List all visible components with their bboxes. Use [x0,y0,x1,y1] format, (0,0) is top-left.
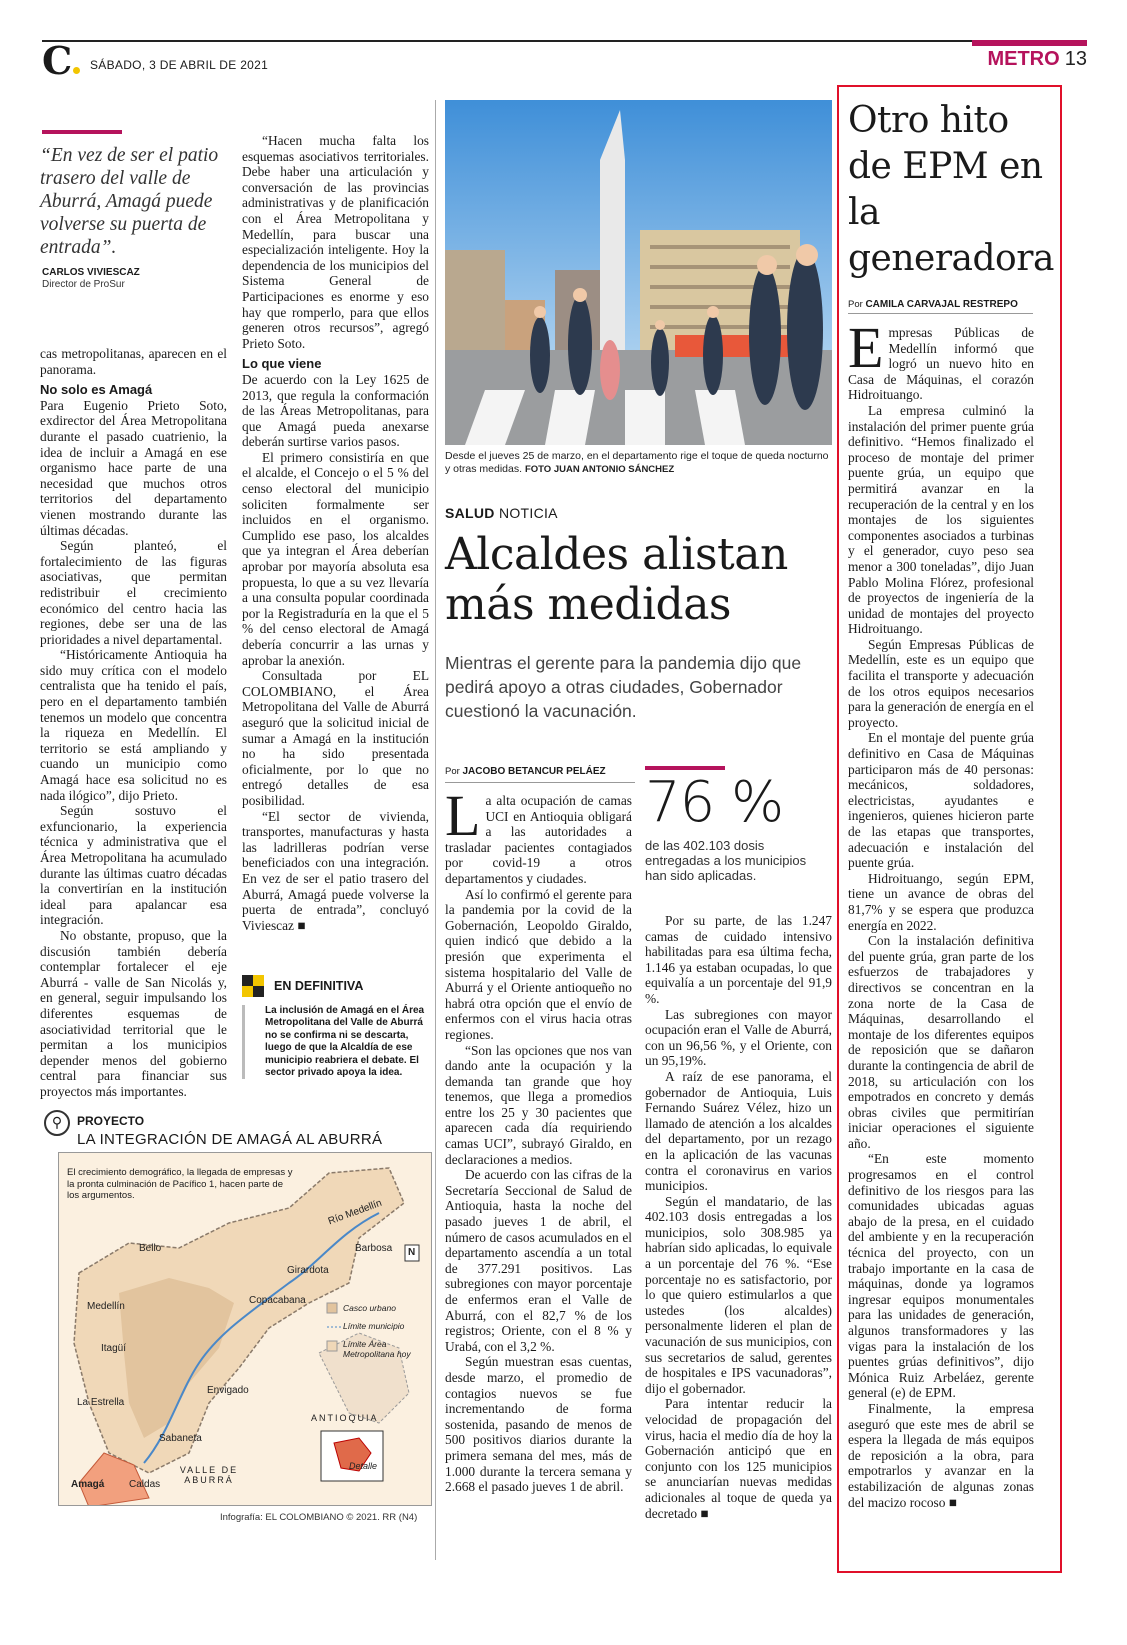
paragraph: De acuerdo con las cifras de la Secretaría Seccional de Salud de Antioquia, hasta la noche del pasado jueves 1 de abril, el número de casos acumulados en el departamento ascendía a un total de 377.291 positivos. Las subregiones con mayor porcentaje de enfermos eran el Valle de Aburrá, con el 82,7 % de los registros; Oriente, con el 8 % y Urabá, con el 3,2 %. [445,1167,632,1354]
paragraph: “Hacen mucha falta los esquemas asociativos territoriales. Debe haber una articulación y conversación de las provincias administrativas y de planificación con el Área Metropolitana y Medellín, para buscar una especialización inteligente. Hoy la dependencia de los municipios del Sistema General de Participaciones es enorme y eso hay que romperlo, para que ellos generen otros recursos”, agregó Prieto Soto. [242,133,429,351]
article-column-1 [40,346,227,1100]
paragraph: En el montaje del puente grúa definitivo en Casa de Máquinas participaron más de 40 personas: mecánicos, soldadores, electricistas, ayudantes e ingenieros, quienes hicieron parte de las etapas que transportes, adecuación e instalación del puente grúa. [848,730,1034,871]
legend-limite-area: Límite Área Metropolitana hoy [343,1339,411,1359]
map-description: El crecimiento demográfico, la llegada de empresas y la pronta culminación de Pacífico 1, hacen parte de los argumentos. [67,1167,293,1201]
summary-title: EN DEFINITIVA [274,979,364,993]
article-kicker [445,505,558,521]
issue-date: SÁBADO, 3 DE ABRIL DE 2021 [90,58,269,72]
paragraph: De acuerdo con la Ley 1625 de 2013, que regula la conformación de las Áreas Metropolitanas, para que Amagá pueda anexarse deberán surtirse varios pasos. [242,371,429,450]
map-label-laestrella: La Estrella [77,1397,125,1408]
main-column-1 [445,783,632,1495]
logo-dot-icon [73,67,80,74]
map-label-caldas: Caldas [129,1479,161,1490]
paragraph: Según muestran esas cuentas, desde marzo, el promedio de contagios nuevos se fue incrementando de forma sostenida, pasando de menos de 500 positivos diarios durante la primera semana del mes, más de 1.000 durante la tercera semana y 2.668 el pasado jueves 1 de abril. [445,1354,632,1495]
checker-icon [242,975,264,997]
stat-number: 76 % [645,770,784,835]
paragraph: El primero consistiría en que el alcalde, el Concejo o el 5 % del censo electoral del municipio soliciten formalmente ser incluidos en el organismo. Cumplido ese paso, los alcaldes que ya integran el Área deberían aprobar por mayoría absoluta esa propuesta, lo que a su vez llevaría a una consulta popular coordinada por la Registraduría en la que el 5 % del censo electoral de Amagá debería concurrir a las urnas y aprobar la anexión. [242,449,429,668]
newspaper-logo: C [42,42,80,80]
paragraph: Según sostuvo el exfuncionario, la experiencia técnica y administrativa que el Área Metropolitana ha acumulado durante las últimas cuatro décadas la convertirían en la institución ideal para apalancar esa integración. [40,803,227,928]
main-column-2 [645,913,832,1521]
infographic [40,1108,432,1528]
byline-prefix: Por [445,766,460,777]
main-deck: Mientras el gerente para la pandemia dijo que pedirá apoyo a otras ciudades, Gobernador cuestionó la vacunación. [445,653,802,721]
right-byline-prefix: Por [848,299,863,310]
infographic-title: LA INTEGRACIÓN DE AMAGÁ AL ABURRÁ [77,1131,383,1148]
paragraph: Consultada por EL COLOMBIANO, el Área Metropolitana del Valle de Aburrá aseguró que la solicitud inicial de sumar a Amagá en la institución no ha sido presentada oficialmente, por lo que no entregó detalles de esa posibilidad. [242,668,429,808]
quote-role: Director de ProSur [42,279,125,290]
summary-box [242,975,429,1079]
map-label-bello: Bello [139,1243,162,1254]
paragraph: Las subregiones con mayor ocupación eran el Valle de Aburrá, con un 96,56 %, y el Oriente, con un 95,19%. [645,1006,832,1069]
summary-text: La inclusión de Amagá en el Área Metropolitana del Valle de Aburrá no se confirma ni se descarta, luego de que la Alcaldía de ese municipio reabriera el debate. El sector privado apoya la idea. [242,1005,429,1079]
caption-text: Desde el jueves 25 de marzo, en el departamento rige el toque de queda nocturno y otras medidas. [445,450,829,475]
map-label-girardota: Girardota [287,1265,329,1276]
paragraph: La empresa culminó la instalación del primer puente grúa definitivo. “Hemos finalizado el proceso de montaje del primer puente grúa, un equipo que permitirá avanzar en la recuperación de la central y en los montajes de los siguientes componentes asociados a turbinas y el generador, cuyo peso sea menor a 300 toneladas”, dijo Juan Pablo Molina Flórez, profesional de proyectos de ingeniería de la unidad de montajes del proyecto Hidroituango. [848,402,1034,637]
right-byline [848,299,1018,310]
map-label-amaga: Amagá [71,1479,105,1490]
quote-bar [42,130,122,134]
infographic-label: PROYECTO [77,1114,145,1128]
map-label-detalle: Detalle [349,1461,378,1471]
photo-graphic [445,100,832,445]
photo-caption [445,450,832,476]
right-byline-rule [848,313,1033,314]
paragraph: No obstante, propuso, que la discusión también debería contemplar fortalecer el eje Aburrá - valle de San Nicolás y, en general, seguir impulsando los diferentes esquemas de asociatividad territorial que le permitan a los municipios depender menos del gobierno central para financiar sus proyectos más importantes. [40,927,227,1099]
paragraph: Así lo confirmó el gerente para la pandemia por la covid de la Gobernación, Leopoldo Giraldo, quien indicó que debido a la presión que experimenta el sistema hospitalario del Valle de Aburrá y el Oriente antioqueño no habrá otra opción que el envío de enfermos con el virus hacia otras regiones. [445,886,632,1042]
map-label-envigado: Envigado [207,1385,249,1396]
pull-quote: “En vez de ser el patio trasero del valle de Aburrá, Amagá puede volverse su puerta de entrada”. [40,145,219,258]
right-headline: Otro hito de EPM en la generadora [848,100,1054,279]
north-arrow-icon: N [408,1247,416,1258]
paragraph: Por su parte, de las 1.247 camas de cuidado intensivo habilitadas para esa última fecha, 1.146 ya estaban ocupadas, lo que equivalía a un porcentaje del 91,9 %. [645,913,832,1006]
paragraph: Según Empresas Públicas de Medellín, este es un equipo que facilita el transporte y adecuación de los otros equipos necesarios para la generación de energía en el proyecto. [848,636,1034,730]
byline-author: JACOBO BETANCUR PELÁEZ [462,766,606,777]
subheading: No solo es Amagá [40,382,153,398]
legend-limite-municipio: Límite municipio [343,1321,405,1331]
infographic-credit: Infografía: EL COLOMBIANO © 2021. RR (N4) [220,1512,418,1523]
stat-text: de las 402.103 dosis entregadas a los municipios han sido aplicadas. [645,838,807,883]
paragraph: Con la instalación definitiva del puente grúa, gran parte de los esfuerzos de trabajadores y directivos se concentran en la zona norte de la Casa de Máquinas, desarrollando el montaje de los diferentes equipos de reposición que se dañaron durante la contingencia de abril de 2018, su articulación con los empotrados en concreto y demás obras civiles que permitirían iniciar operaciones el siguiente año. [848,933,1034,1151]
article-column-2 [242,133,429,933]
map-label-medellin: Medellín [87,1301,125,1312]
paragraph: “El sector de vivienda, transportes, manufacturas y hasta las ladrilleras podrían verse beneficiados con una integración. En vez de ser el patio trasero del Aburrá, Amagá puede volverse la puerta de entrada”, concluyó Viviescaz ■ [242,808,429,933]
map-label-barbosa: Barbosa [355,1243,393,1254]
paragraph: cas metropolitanas, aparecen en el panorama. [40,346,227,377]
paragraph: “En este momento progresamos en el control definitivo de los riesgos para las comunidades ubicadas aguas abajo de la presa, en el cuidado del ambiente y en la recuperación técnica del proyecto, con un trabajo importante en la casa de máquinas, donde ya logramos ingresar equipos monumentales para las unidades de generación, algunos transformadores y las vigas para la instalación de los puentes grúas definitivos”, dijo Mónica Ruiz Arbeláez, gerente general (e) de EPM. [848,1151,1034,1401]
paragraph: Hidroituango, según EPM, tiene un avance de obras del 81,7% y se espera que produzca energía en 2022. [848,870,1034,933]
paragraph: Empresas Públicas de Medellín informó que logró un nuevo hito en Casa de Máquinas, el corazón Hidroituango. [848,315,1034,403]
map-label-rio: Río Medellín [326,1197,384,1228]
photo-credit: FOTO JUAN ANTONIO SÁNCHEZ [524,464,675,475]
kicker-topic: SALUD [445,505,495,521]
paragraph: Según el mandatario, de las 402.103 dosis entregadas a los municipios, solo 308.985 ya habrían sido aplicadas, lo equivale a un porcentaje del 76 %. “Ese porcentaje no es satisfactorio, por lo que quiero estimularlos a que ustedes (los alcaldes) personalmente lideren el plan de vacunación de sus municipios, con sus secretarios de salud, gerentes de hospitales e IPS vacunadoras”, dijo el gobernador. [645,1193,832,1396]
page-number: 13 [1064,48,1087,70]
main-byline [445,766,606,777]
map-label-itagui: Itagüí [101,1343,127,1354]
paragraph: La alta ocupación de camas UCI en Antioquia obligará a las autoridades a trasladar pacientes contagiados por covid-19 a otros departamentos y ciudades. [445,783,632,886]
map-frame [58,1152,432,1506]
legend-casco: Casco urbano [343,1303,396,1313]
main-headline: Alcaldes alistan más medidas [445,529,788,630]
right-byline-author: CAMILA CARVAJAL RESTREPO [865,299,1018,310]
section-header [920,40,1087,71]
section-bar [972,40,1087,46]
column-divider [435,100,436,1560]
paragraph: Para intentar reducir la velocidad de propagación del virus, hacia el medio día de hoy la Gobernación anticipó que en conjunto con los 125 municipios se anunciarían nuevas medidas adicionales al toque de queda ya decretado ■ [645,1396,832,1521]
paragraph: Para Eugenio Prieto Soto, exdirector del Área Metropolitana durante el pasado cuatrienio, la idea de incluir a Amagá en ese organismo hace parte de una necesidad que muchos otros territorios del departamento vienen mostrando durante las últimas décadas. [40,397,227,538]
map-label-antioquia: ANTIOQUIA [311,1413,379,1423]
paragraph: A raíz de ese panorama, el gobernador de Antioquia, Luis Fernando Suárez Vélez, hizo un llamado de atención a los alcaldes del departamento, por un rezago en la aplicación de las vacunas contra el coronavirus en varios municipios. [645,1068,832,1194]
map-label-sabaneta: Sabaneta [159,1433,202,1444]
map-label-valle: VALLE DE ABURRÁ [179,1465,239,1485]
kicker-type: NOTICIA [498,505,558,521]
paragraph: “Son las opciones que nos van dando ante la ocupación y la demanda tan grande que hoy tenemos, que llega a promedios entre los 25 y 30 pacientes que aparecen cada día requiriendo camas UCI”, subrayó Giraldo, en declaraciones a medios. [445,1042,632,1167]
magnifier-icon: ⚲ [44,1110,70,1136]
section-name: METRO [987,48,1060,70]
quote-author: CARLOS VIVIESCAZ [42,267,140,278]
street-photo [445,100,832,445]
map-label-copacabana: Copacabana [249,1295,306,1306]
paragraph: Finalmente, la empresa aseguró que este mes de abril se espera la llegada de más equipos de reposición a la obra, para empotrarlos y avanzar en la estabilización de algunas zonas del macizo rocoso ■ [848,1400,1034,1510]
right-column [848,315,1034,1510]
paragraph: “Históricamente Antioquia ha sido muy crítica con el modelo centralista que ha tenido el país, pero en el departamento también tenemos un modelo que concentra la riqueza en Medellín. El territorio se está ampliando y cuando un municipio como Amagá hace esa solicitud no es nada ilógico”, dijo Prieto. [40,647,227,803]
paragraph: Según planteó, el fortalecimiento de las figuras asociativas, que permitan redistribuir el crecimiento económico del centro hacia las regiones, debe ser una de las prioridades a nivel departamental. [40,538,227,647]
subheading: Lo que viene [242,356,322,372]
